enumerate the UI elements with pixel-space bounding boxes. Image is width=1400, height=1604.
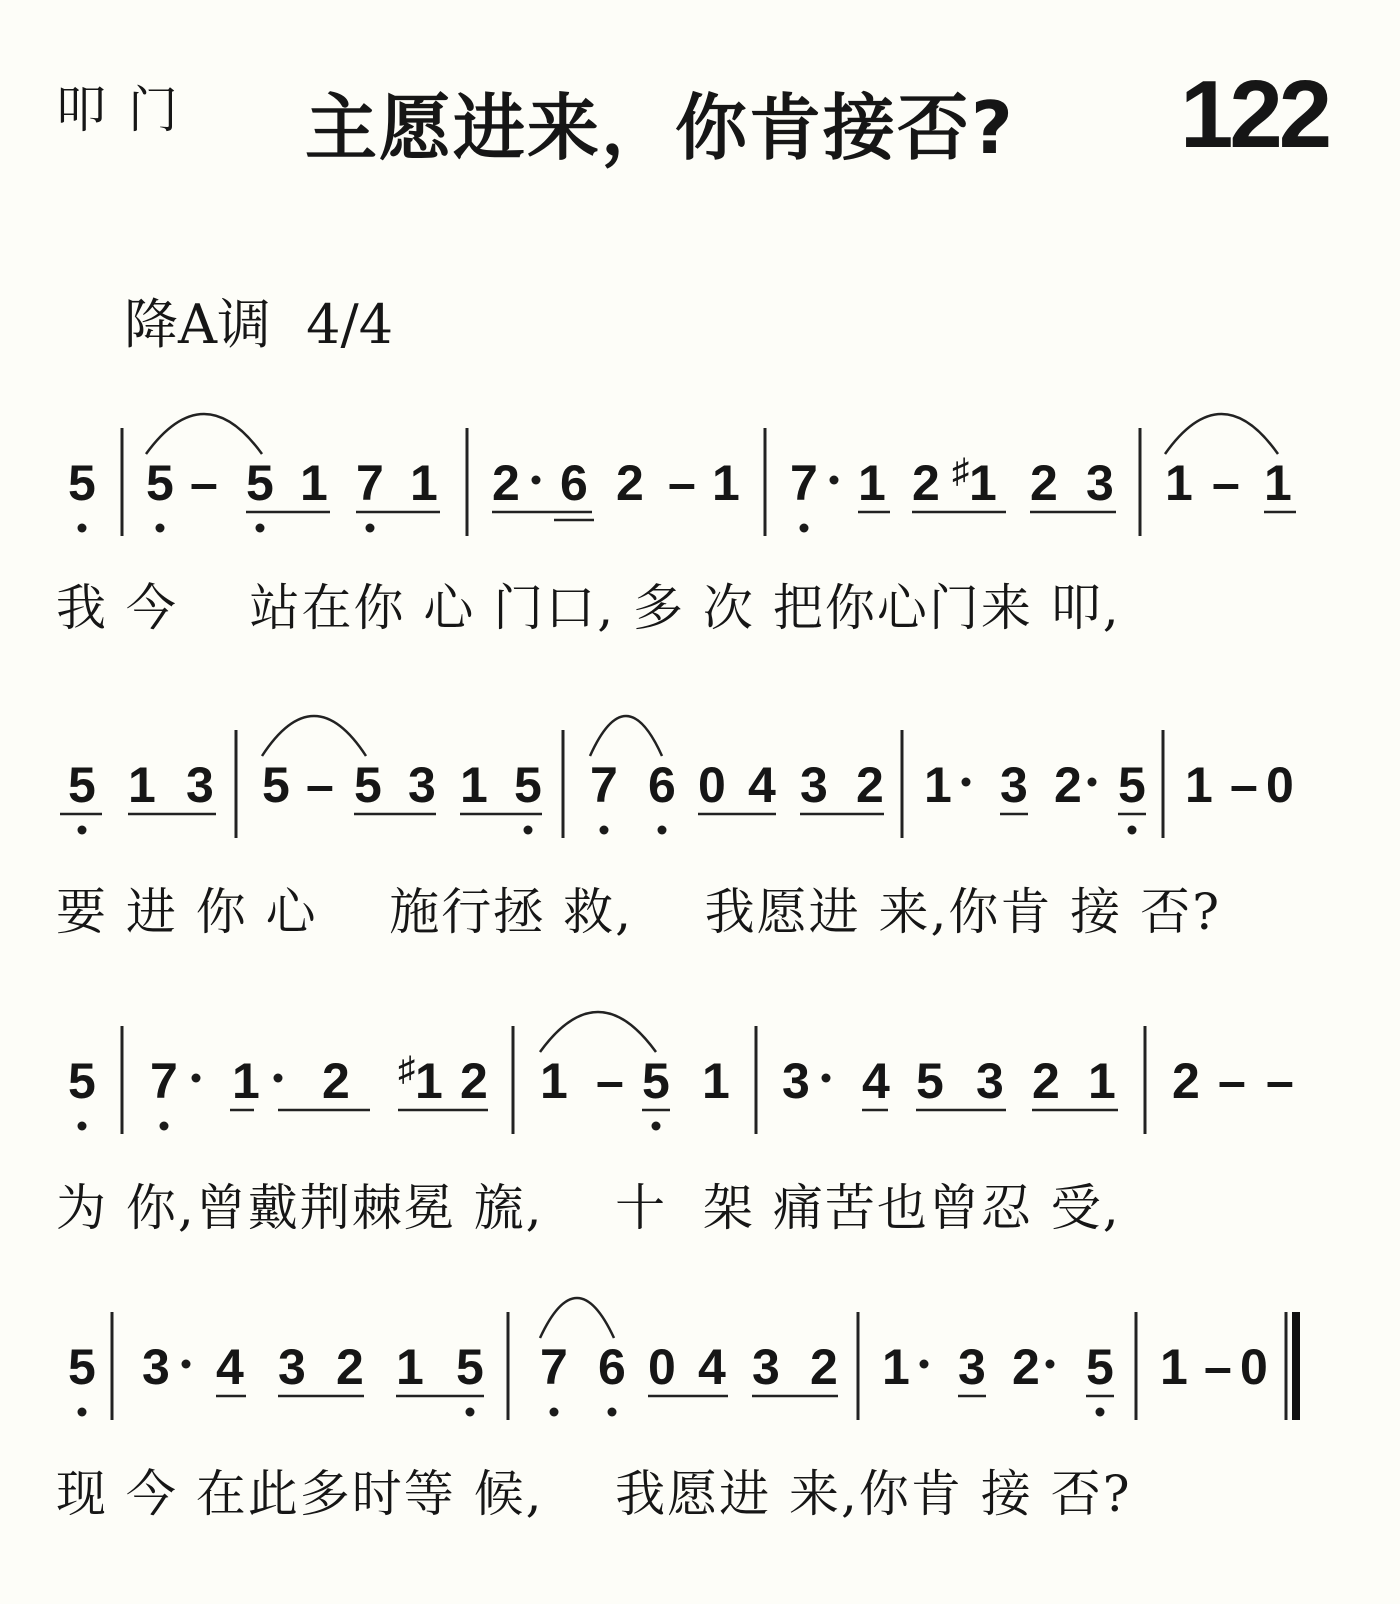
note: 3 — [752, 1339, 780, 1395]
note: 2 — [1172, 1053, 1200, 1109]
note: 2 — [810, 1339, 838, 1395]
note: 1 — [702, 1053, 730, 1109]
note: 2 — [492, 455, 520, 511]
note: 5 — [68, 757, 96, 813]
augmentation-dot — [532, 476, 541, 485]
note: 1 — [396, 1339, 424, 1395]
slur-arc — [540, 1298, 614, 1338]
octave-dot-below — [256, 524, 265, 533]
slur-arc — [540, 1012, 656, 1052]
dash-note: – — [1204, 1339, 1232, 1395]
time-signature: 4/4 — [306, 293, 394, 356]
octave-dot-below — [78, 1122, 87, 1131]
note: 5 — [246, 455, 274, 511]
note: 2 — [616, 455, 644, 511]
note: 2 — [322, 1053, 350, 1109]
note: 4 — [748, 757, 776, 813]
hymn-category: 叩门 — [56, 81, 200, 139]
sharp-note: ♯1 — [398, 1050, 443, 1109]
note: 1 — [858, 455, 886, 511]
note: 2 — [912, 455, 940, 511]
note: 1 — [1165, 455, 1193, 511]
note: 5 — [146, 455, 174, 511]
note: 2 — [1012, 1339, 1040, 1395]
octave-dot-below — [608, 1408, 617, 1417]
note: 7 — [790, 455, 818, 511]
note: 1 — [1264, 455, 1292, 511]
augmentation-dot — [822, 1074, 831, 1083]
augmentation-dot — [830, 476, 839, 485]
note: 7 — [150, 1053, 178, 1109]
note: 0 — [698, 757, 726, 813]
note: 2 — [1030, 455, 1058, 511]
note: 5 — [262, 757, 290, 813]
slur-arc — [1165, 414, 1278, 454]
note: 1 — [232, 1053, 260, 1109]
note: 5 — [514, 757, 542, 813]
octave-dot-below — [658, 826, 667, 835]
hymn-title: 主愿进来，你肯接否? — [305, 86, 1015, 170]
dash-note: – — [190, 455, 218, 511]
octave-dot-below — [160, 1122, 169, 1131]
note: 7 — [590, 757, 618, 813]
note: 7 — [356, 455, 384, 511]
sharp-note: ♯1 — [952, 452, 997, 511]
note: 1 — [300, 455, 328, 511]
note: 5 — [68, 1053, 96, 1109]
note: 3 — [782, 1053, 810, 1109]
note: 1 — [1185, 757, 1213, 813]
note: 5 — [1118, 757, 1146, 813]
slur-arc — [146, 414, 262, 454]
note: 5 — [68, 1339, 96, 1395]
note: 4 — [862, 1053, 890, 1109]
note: 1 — [924, 757, 952, 813]
note: 3 — [800, 757, 828, 813]
lyrics-line-4: 现 今 在此多时等 候, 我愿进 来,你肯 接 否? — [56, 1465, 1132, 1523]
note: 0 — [1266, 757, 1294, 813]
note: 3 — [278, 1339, 306, 1395]
note: 1 — [410, 455, 438, 511]
note: 1 — [128, 757, 156, 813]
note: 5 — [642, 1053, 670, 1109]
octave-dot-below — [1128, 826, 1137, 835]
note: 5 — [1086, 1339, 1114, 1395]
octave-dot-below — [78, 826, 87, 835]
augmentation-dot — [1046, 1360, 1055, 1369]
dash-note: – — [306, 757, 334, 813]
augmentation-dot — [1088, 778, 1097, 787]
note: 3 — [1000, 757, 1028, 813]
note: 3 — [976, 1053, 1004, 1109]
dash-note: – — [1218, 1053, 1246, 1109]
note: 0 — [648, 1339, 676, 1395]
note: 5 — [456, 1339, 484, 1395]
octave-dot-below — [1096, 1408, 1105, 1417]
note: 3 — [958, 1339, 986, 1395]
note: 1 — [1088, 1053, 1116, 1109]
note: 5 — [354, 757, 382, 813]
lyrics-line-1: 我 今 站在你 心 门口, 多 次 把你心门来 叩, — [56, 579, 1121, 637]
note: 4 — [698, 1339, 726, 1395]
octave-dot-below — [78, 524, 87, 533]
octave-dot-below — [652, 1122, 661, 1131]
note: 1 — [882, 1339, 910, 1395]
note: 2 — [856, 757, 884, 813]
dash-note: – — [1212, 455, 1240, 511]
note: 3 — [1086, 455, 1114, 511]
augmentation-dot — [182, 1360, 191, 1369]
note: 2 — [1054, 757, 1082, 813]
note: 1 — [712, 455, 740, 511]
note: 3 — [186, 757, 214, 813]
dash-note: – — [1266, 1053, 1294, 1109]
dash-note: – — [1230, 757, 1258, 813]
hymn-number: 122 — [1180, 61, 1329, 168]
augmentation-dot — [920, 1360, 929, 1369]
octave-dot-below — [366, 524, 375, 533]
octave-dot-below — [600, 826, 609, 835]
augmentation-dot — [274, 1074, 283, 1083]
slur-arc — [590, 716, 662, 756]
lyrics-line-3: 为 你,曾戴荆棘冕 旒, 十 架 痛苦也曾忍 受, — [56, 1179, 1121, 1237]
note: 1 — [540, 1053, 568, 1109]
slur-arc — [262, 716, 366, 756]
dash-note: – — [596, 1053, 624, 1109]
note: 4 — [216, 1339, 244, 1395]
octave-dot-below — [524, 826, 533, 835]
octave-dot-below — [78, 1408, 87, 1417]
lyrics-line-2: 要 进 你 心 施行拯 救, 我愿进 来,你肯 接 否? — [56, 883, 1221, 941]
note: 7 — [540, 1339, 568, 1395]
note: 3 — [408, 757, 436, 813]
note: 6 — [598, 1339, 626, 1395]
key-signature: 降A调 — [124, 293, 271, 356]
note: 2 — [1032, 1053, 1060, 1109]
octave-dot-below — [466, 1408, 475, 1417]
octave-dot-below — [550, 1408, 559, 1417]
augmentation-dot — [192, 1074, 201, 1083]
note: 3 — [142, 1339, 170, 1395]
dash-note: – — [668, 455, 696, 511]
augmentation-dot — [962, 778, 971, 787]
note: 6 — [560, 455, 588, 511]
octave-dot-below — [156, 524, 165, 533]
note: 2 — [336, 1339, 364, 1395]
note: 0 — [1240, 1339, 1268, 1395]
note: 5 — [916, 1053, 944, 1109]
octave-dot-below — [800, 524, 809, 533]
note: 1 — [1160, 1339, 1188, 1395]
note: 5 — [68, 455, 96, 511]
note: 2 — [460, 1053, 488, 1109]
note: 1 — [460, 757, 488, 813]
note: 6 — [648, 757, 676, 813]
